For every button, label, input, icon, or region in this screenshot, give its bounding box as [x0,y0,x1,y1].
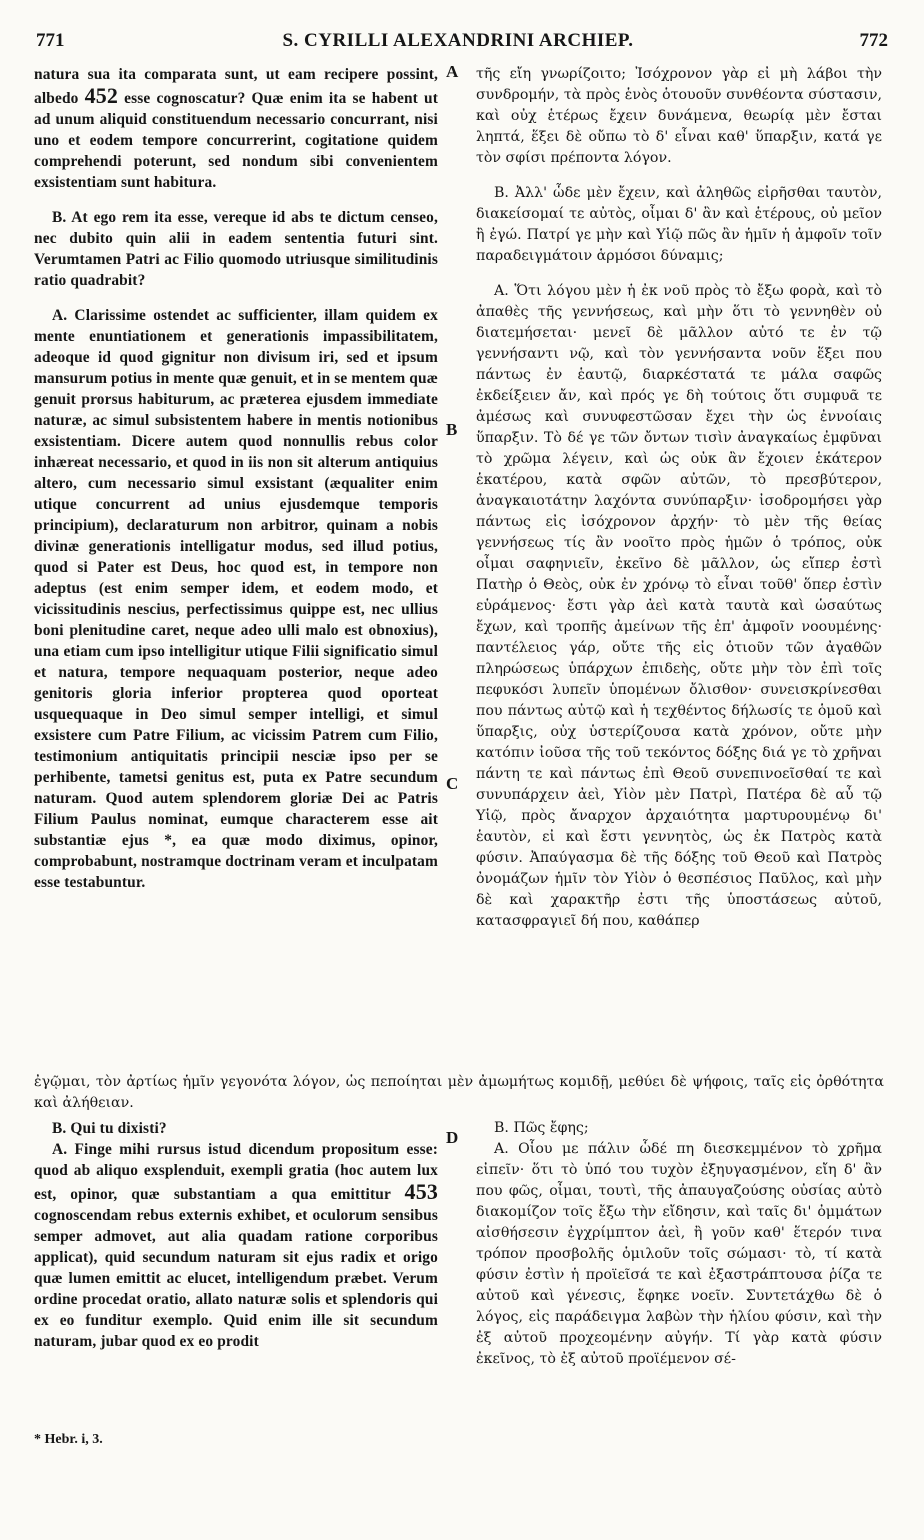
section-marker-d: D [446,1128,459,1147]
section-marker-a: A [446,62,459,81]
marginal-number: 453 [404,1179,438,1204]
running-title: S. CYRILLI ALEXANDRINI ARCHIEP. [282,30,634,51]
marginal-number: 452 [84,83,119,108]
latin-paragraph: B. At ego rem ita esse, vereque id abs te dictum censeo, nec dubito quin alii in eadem sententia futuri sint. Verumtamen Patri ac Filio quomodo utriusque similitudinis ratio quadrabit? [34,209,438,289]
page-header [28,26,888,56]
latin-column-top [34,64,438,893]
greek-paragraph: B. Πῶς ἔφης; [494,1120,589,1136]
latin-paragraph: A. Clarissime ostendet ac sufficienter, illam quidem ex mente enuntiationem et generationis impassibilitatem, adeoque id quod gignitur non divisum iri, sed et ipsum mansurum potius in mente quæ genuit, et in se mentem quæ genuit prorsus habiturum, ac præterea ejusdem immediate naturæ, ac simul subsistentem habere in mentis notionibus exsistentiam. Dicere autem quod nonnullis rebus color inhæreat necessario, et quod in iis non sit alterum antiquius altero, cum necessario simul exsistant (æqualiter enim utique concurrent ad unius ejusdemque temporis principium), declaraturum non arbitror, quinam a nobis divinæ generationis intelligatur modus, sed illud potius, quod si Pater est Deus, hoc quod est, in tempore non adeptus (est enim semper idem, et eodem modo, et vicissitudinis nescius, perfectissimus quippe est, nec ullius boni plenitudine caret, neque adeo ulli malo est obnoxius), una etiam cum ipso intelligitur utique Filii significatio simul et natura, tempore nequaquam posterior, neque adeo genitoris gloria inferior propterea quod oporteat usquequaque in Deo simul semper intelligi, et simul exsistere cum Patre Filium, ac vicissim Patrem cum Filio, testimonium antiquitatis principii nesciæ ipso per se perhibente, tametsi genitus est, puta ex Patre secundum naturam. Quod autem splendorem gloriæ Dei ac Patris Filium Paulus nominat, eumque characterem esse ait substantiæ ejus *, ea quæ modo diximus, opinor, comprobabunt, nostramque doctrinam veram et inculpatam esse testabuntur. [34,307,438,891]
latin-paragraph: B. Qui tu dixisti? [52,1120,167,1137]
greek-paragraph: A. Ὅτι λόγου μὲν ἡ ἐκ νοῦ πρὸς τὸ ἔξω φορὰ, καὶ τὸ ἀπαθὲς τῆς γεννήσεως, καὶ μὴν ὅτι τὸ γεννηθὲν οὐ διατεμήσεται· μενεῖ δὲ μᾶλλον αὐτό τε ἐν τῷ γεννήσαντι νῷ, καὶ τὸν γεννήσαντα νοῦν ἕξει που πάντως ἐν ἑαυτῷ, διαρκέστατά τε μάλα σαφῶς ἐκδείξειεν ἄν, καὶ πρός γε δὴ τούτοις ὅτι συμφυᾶ τε ἀμέσως καὶ συνυφεστῶσαν ἔχει τὴν ὡς ἐννοίαις ὕπαρξιν. Τὸ δέ γε τῶν ὄντων τισὶν ἀναγκαίως ἐμφῦναι τὸ χρῶμα λέγειν, καὶ ὡς οὐκ ἂν ἔχοιεν ἑκάτερον ἑκατέρου, κατὰ σφῶν αὐτῶν, τὸ πρεσβύτερον, ἀναγκαιοτάτην λαχόντα συνύπαρξιν· ἰσοδρομήσει γὰρ πάντως εἰς ἰσόχρονον ἀρχήν· τὸ μὲν τῆς θείας γεννήσεως τίς ἂν νοοῖτο πρὸς ἡμῶν ὁ τρόπος, οὐκ οἶμαι σαφηνιεῖν, ἐκεῖνο δὲ μᾶλλον, ὡς εἴπερ ἐστὶ Πατὴρ ὁ Θεὸς, οὐκ ἐν χρόνῳ τὸ εἶναι τοῦθ' ὅπερ ἐστὶν εὑράμενος· ἔστι γὰρ ἀεὶ κατὰ ταυτὰ καὶ ὡσαύτως ἔχων, καὶ τροπῆς ἀμείνων τῆς ἐπ' ἀμφοῖν νοουμένης· παντέλειος γάρ, οὔτε τῆς εἰς ὁτιοῦν τῶν ἀγαθῶν πληρώσεως ὑπάρχων ἐπιδεὴς, οὔτε μὴν τὸν ἐπὶ τοῖς πεφυκόσι λυπεῖν ὑπομένων ὄλισθον· συνεισκρίνεσθαι που πάντως αὐτῷ καὶ ἡ τεχθέντος δήλωσίς τε ὁμοῦ καὶ ὕπαρξις, οὐχ ὑστερίζουσα κατὰ χρόνον, οὔτε μὴν κατόπιν ἰοῦσα τῆς τοῦ τεκόντος δόξης διά γε τὸ χρῆναι πάντη τε καὶ πάντως ἐπὶ Θεοῦ συνεπινοεῖσθαί τε καὶ συνυπάρχειν ἀεὶ, Υἱὸν μὲν Πατρὶ, Πατέρα δὲ αὖ τῷ Υἱῷ, πρὸς ἄναρχον ἀρχαιότητα μαρτυρουμένῳ δι' ἑαυτὸν, εἰ καὶ ἔστι γεννητὸς, ὡς ἐκ Πατρὸς κατὰ φύσιν. Ἀπαύγασμα δὲ τῆς δόξης τοῦ Θεοῦ καὶ Πατρὸς ὀνομάζων ἡμῖν τὸν Υἱὸν ὁ θεσπέσιος Παῦλος, καὶ μὴν δὲ καὶ χαρακτῆρ ἐστι τῆς ὑποστάσεως αὐτοῦ, κατασφραγιεῖ δή που, καθάπερ [476,283,882,929]
section-marker-b: B [446,420,458,439]
page-number-left: 771 [36,30,65,51]
greek-full-width-text: ἐγῷμαι, τὸν ἀρτίως ἡμῖν γεγονότα λόγον, ὡς πεποίηται μὲν ἀμωμήτως κομιδῇ, μεθύει δὲ ψήφοις, ταῖς εἰς ὀρθότητα καὶ ἀλήθειαν. [34,1074,884,1111]
footnote: * Hebr. i, 3. [34,1432,103,1447]
section-marker-c: C [446,774,459,793]
greek-column-bottom [476,1118,882,1370]
greek-column-top [476,64,882,932]
greek-paragraph: A. Οἷου με πάλιν ὧδέ πη διεσκεμμένον τὸ χρῆμα εἰπεῖν· ὅτι τὸ ὑπό του τυχὸν ἐξηυγασμένον, εἴη δ' ἂν που φῶς, οἶμαι, τουτὶ, τῆς ἀπαυγαζούσης οὐσίας αὐτὸ διακομίζον τοῖς ἔξω τὴν εἴδησιν, καὶ ταῖς δι' ὀμμάτων αἰσθήσεσιν ἐγχρίμπτον ἀεὶ, ἢ γοῦν καθ' ἕτερόν τινα τρόπον προσβολῆς ὁμιλοῦν τοῖς σώμασι· τὸ, τί κατὰ φύσιν ἐστὶν ἡ προϊεῖσά τε καὶ ἐξαστράπτουσα ῥίζα τε αὐτοῦ καὶ γένεσις, ἔφηκε νοεῖν. Συντετάχθω δὲ ὁ λόγος, εἰς παράδειγμα λαβὼν τὴν ἡλίου φύσιν, καὶ τὴν ἐξ αὐτοῦ προχεομένην αὐγήν. Τί γὰρ κατὰ φύσιν ἐκεῖνος, τὸ ἐξ αὐτοῦ προϊέμενον σέ- [476,1141,882,1367]
greek-paragraph: τῆς εἴη γνωρίζοιτο; Ἰσόχρονον γὰρ εἰ μὴ λάβοι τὴν συνδρομήν, τὰ πρὸς ἑνὸς ὁτουοῦν συνθέοντα σύστασιν, καὶ οὐχ ἑτέρως ἔχειν δυνάμενα, θεωρίᾳ μὲν ἔσται ληπτά, ἕξει δὲ οὔπω τὸ δ' εἶναι καθ' ὕπαρξιν, κατά γε τὸν σφίσι πρέποντα λόγον. [476,66,882,166]
latin-paragraph: natura sua ita comparata sunt, ut eam recipere possint, albedo 452 esse cognoscatur? Quæ enim ita se habent ut ad unum aliquid constituendum necessario concurrant, nisi uno et eodem tempore concurrerint, cogitatione quidem comprehendi poterunt, sed nondum sibi convenientem exsistentiam sunt habitura. [34,66,438,191]
page-number-right: 772 [859,30,888,51]
greek-paragraph: B. Ἀλλ' ὧδε μὲν ἔχειν, καὶ ἀληθῶς εἰρῆσθαι ταυτὸν, διακείσομαί τε αὐτὸς, οἶμαι δ' ἂν καὶ ἑτέρους, οὐ μεῖον ἢ ἐγώ. Πατρί γε μὴν καὶ Υἱῷ πῶς ἂν ἡμῖν ἡ ἀμφοῖν τοῖν παραδειγμάτοιν ἁρμόσοι δύναμις; [476,185,882,264]
latin-paragraph: A. Finge mihi rursus istud dicendum propositum esse: quod ab aliquo exsplenduit, exempli gratia (hoc autem lux est, opinor, quæ substantiam a qua emittitur 453 cognoscendam rebus externis exhibet, et oculorum sensibus semper admovet, aut alia quadam ratione corporibus applicat), quid secundum naturam sit ejus radix et origo quæ lumen emittit ac elucet, intelligendum præbet. Verum ordine procedat oratio, allato naturæ solis et splendoris qui ex eo funditur exemplo. Quid enim ille sit secundum naturam, jubar quod ex eo prodit [34,1141,438,1350]
latin-column-bottom [34,1118,438,1352]
